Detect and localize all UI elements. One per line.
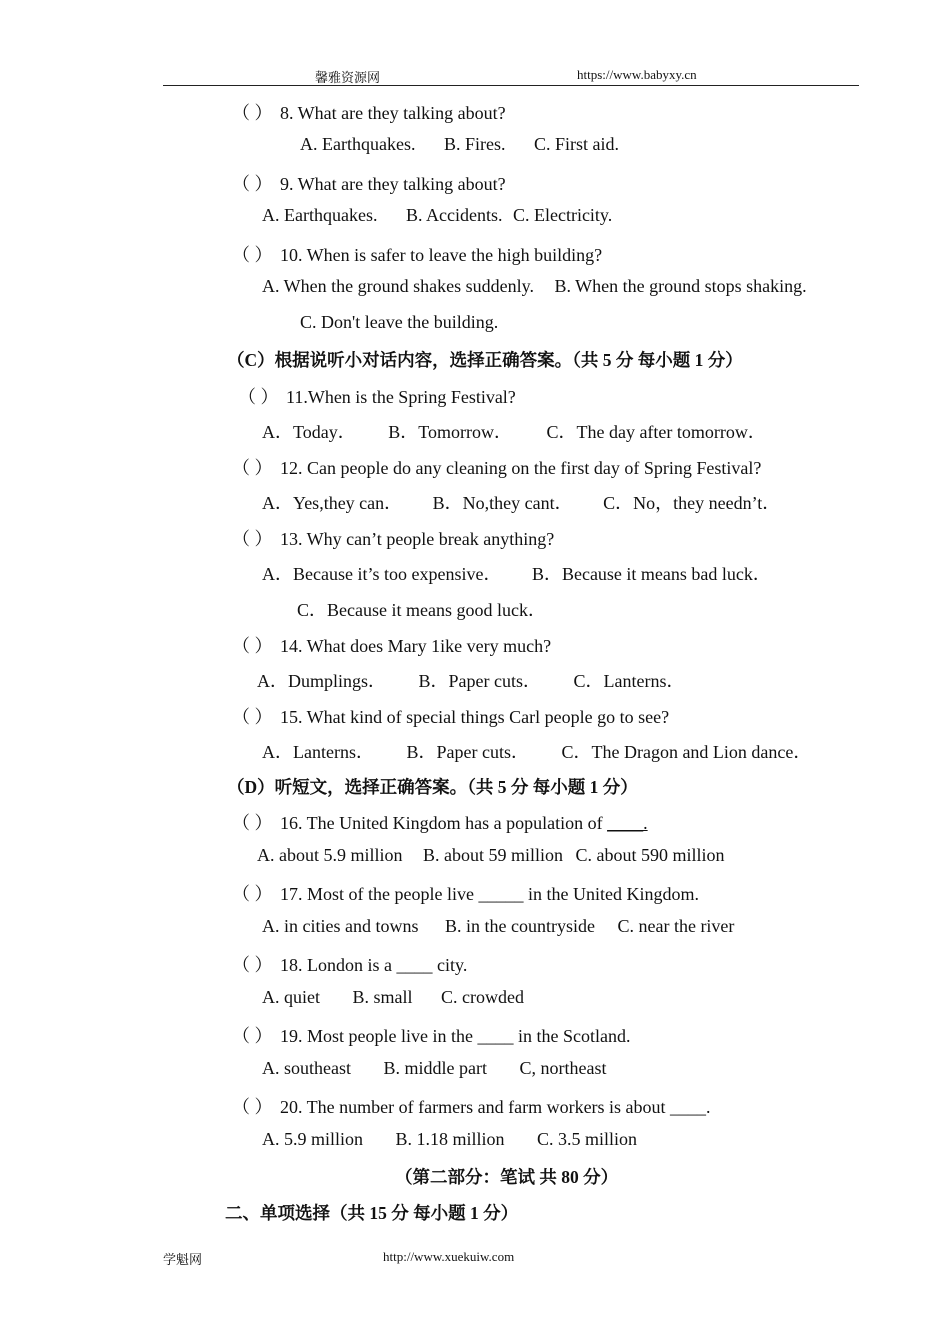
question-9 [232, 170, 506, 196]
question-17-options [262, 916, 734, 937]
option-a: A．Lanterns． [262, 742, 374, 762]
option-c: C．No，they needn’t． [603, 493, 781, 513]
question-8 [232, 99, 506, 125]
option-a: A. southeast [262, 1058, 351, 1078]
option-a: A．Today． [262, 422, 356, 442]
question-19 [232, 1022, 630, 1048]
option-c: C. 3.5 million [537, 1129, 638, 1149]
answer-paren: （ ） [232, 458, 273, 478]
question-18 [232, 951, 467, 977]
option-a: A．Yes,they can． [262, 493, 403, 513]
footer-site-name: 学魁网 [163, 1252, 203, 1267]
option-a: A. about 5.9 million [257, 845, 403, 865]
question-11 [238, 383, 516, 409]
option-a: A. 5.9 million [262, 1129, 364, 1149]
option-c: C. about 590 million [575, 845, 725, 865]
option-c: C, northeast [519, 1058, 607, 1078]
section-c-heading: （C）根据说听小对话内容，选择正确答案。（共 5 分 每小题 1 分） [227, 350, 743, 370]
question-17 [232, 880, 699, 906]
question-14-options [257, 667, 684, 693]
question-text: 19. Most people live in the ____ in the Scotland. [280, 1026, 631, 1046]
option-b: B．Because it means bad luck． [531, 564, 771, 584]
answer-paren: （ ） [232, 103, 273, 123]
question-text: 20. The number of farmers and farm workers is about ____. [280, 1097, 711, 1117]
question-text: 12. Can people do any cleaning on the first day of Spring Festival? [280, 458, 762, 478]
question-text: 18. London is a ____ city. [280, 955, 468, 975]
answer-paren: （ ） [232, 636, 273, 656]
question-text: 11.When is the Spring Festival? [286, 387, 516, 407]
question-18-options [262, 987, 524, 1008]
option-b: B. about 59 million [423, 845, 564, 865]
question-text: 10. When is safer to leave the high building? [280, 245, 603, 265]
option-b: B. Fires. [443, 134, 506, 154]
option-a: A. When the ground shakes suddenly. [262, 276, 534, 296]
option-a: A. quiet [262, 987, 320, 1007]
option-b: B. middle part [383, 1058, 487, 1078]
option-c: C. Don't leave the building. [300, 312, 499, 332]
question-text: 13. Why can’t people break anything? [280, 529, 555, 549]
answer-paren: （ ） [232, 1026, 273, 1046]
option-b: B．No,they cant． [432, 493, 573, 513]
question-14 [232, 632, 551, 658]
footer-url: http://www.xuekuiw.com [383, 1249, 515, 1264]
header-divider [163, 85, 859, 86]
question-12-options [262, 489, 780, 515]
answer-paren: （ ） [232, 529, 273, 549]
question-13-options [262, 560, 771, 586]
option-c: C. crowded [441, 987, 524, 1007]
question-19-options [262, 1058, 606, 1079]
option-b: B. When the ground stops shaking. [554, 276, 807, 296]
option-b: B．Paper cuts． [406, 742, 529, 762]
question-15-options [262, 738, 811, 764]
option-c: C．Lanterns． [573, 671, 685, 691]
question-15 [232, 703, 669, 729]
option-b: B．Tomorrow． [388, 422, 512, 442]
option-a: A．Because it’s too expensive． [262, 564, 502, 584]
answer-paren: （ ） [232, 884, 273, 904]
answer-blank: ____. [607, 813, 648, 833]
question-10 [232, 241, 602, 267]
question-9-options [262, 205, 612, 226]
answer-paren: （ ） [238, 387, 279, 407]
question-10-options [262, 276, 807, 297]
question-text: 16. The United Kingdom has a population of [280, 813, 608, 833]
answer-paren: （ ） [232, 1097, 273, 1117]
option-b: B. in the countryside [444, 916, 595, 936]
section-two-heading: 二、单项选择（共 15 分 每小题 1 分） [225, 1203, 519, 1223]
question-text: 8. What are they talking about? [280, 103, 506, 123]
option-b: B．Paper cuts． [418, 671, 541, 691]
option-b: B. Accidents. [405, 205, 503, 225]
answer-paren: （ ） [232, 245, 273, 265]
question-8-options [300, 134, 619, 155]
option-c: C. near the river [617, 916, 735, 936]
question-text: 17. Most of the people live _____ in the United Kingdom. [280, 884, 699, 904]
option-c: C．Because it means good luck． [297, 600, 546, 620]
option-c: C．The day after tomorrow． [546, 422, 766, 442]
question-text: 15. What kind of special things Carl people go to see? [280, 707, 670, 727]
option-a: A. Earthquakes. [300, 134, 416, 154]
option-c: C. First aid. [533, 134, 619, 154]
header-site-name: 馨雅资源网 [315, 70, 381, 85]
question-11-options [262, 418, 766, 444]
question-16-options [257, 845, 725, 866]
part-two-heading: （第二部分：笔试 共 80 分） [395, 1167, 619, 1187]
question-12 [232, 454, 761, 480]
answer-paren: （ ） [232, 707, 273, 727]
question-20-options [262, 1129, 637, 1150]
option-a: A．Dumplings． [257, 671, 387, 691]
question-text: 14. What does Mary 1ike very much? [280, 636, 552, 656]
question-16 [232, 809, 648, 835]
header-url: https://www.babyxy.cn [577, 67, 697, 82]
option-a: A. Earthquakes. [262, 205, 378, 225]
option-c: C. Electricity. [512, 205, 613, 225]
option-c: C．The Dragon and Lion dance． [561, 742, 812, 762]
option-b: B. 1.18 million [395, 1129, 505, 1149]
question-20 [232, 1093, 711, 1119]
answer-paren: （ ） [232, 174, 273, 194]
option-a: A. in cities and towns [262, 916, 419, 936]
option-b: B. small [352, 987, 413, 1007]
answer-paren: （ ） [232, 813, 273, 833]
answer-paren: （ ） [232, 955, 273, 975]
question-13 [232, 525, 554, 551]
question-text: 9. What are they talking about? [280, 174, 506, 194]
section-d-heading: （D）听短文，选择正确答案。（共 5 分 每小题 1 分） [227, 777, 638, 797]
